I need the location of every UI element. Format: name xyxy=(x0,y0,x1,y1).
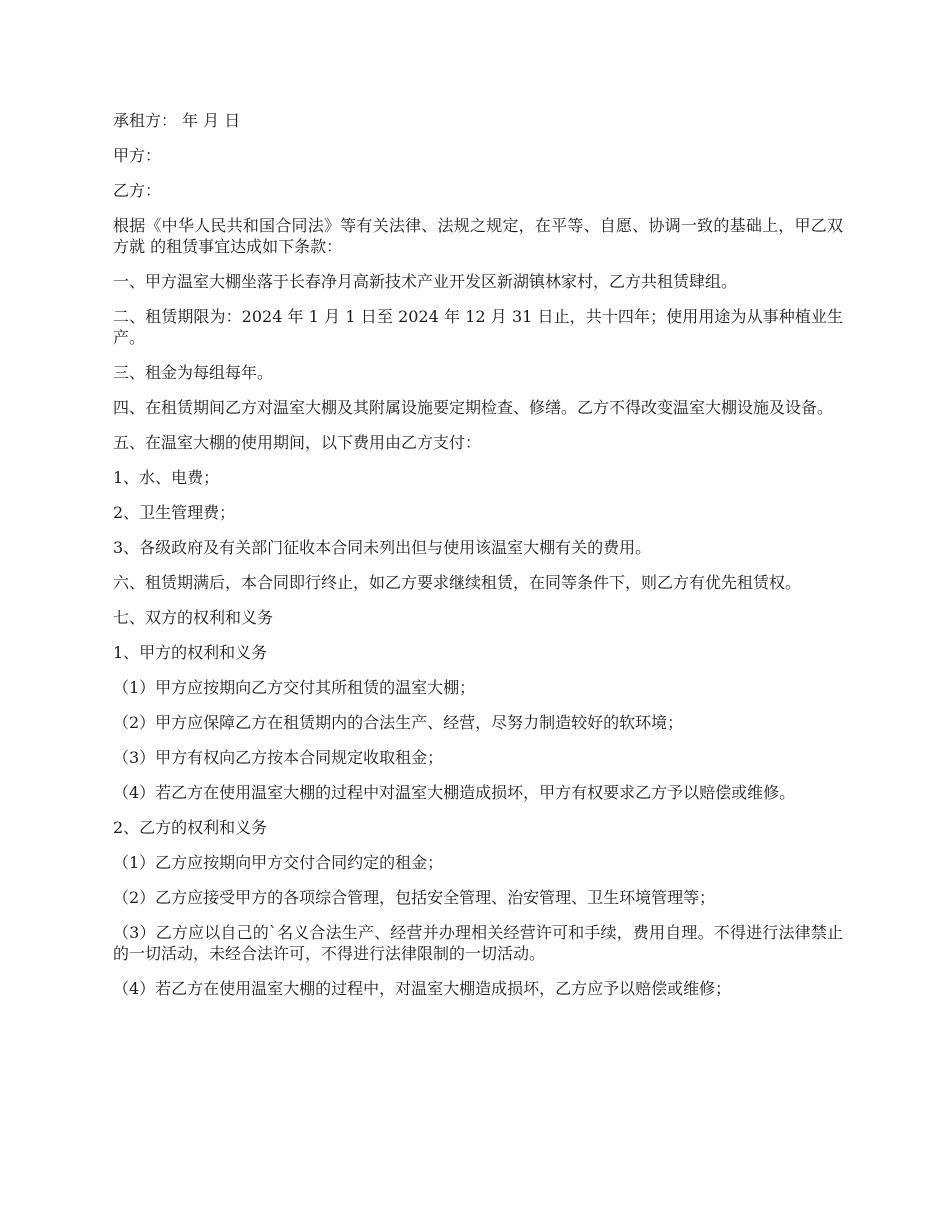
lessee-date-line: 承租方： 年 月 日 xyxy=(113,111,241,130)
party-a-right-4: （4）若乙方在使用温室大棚的过程中对温室大棚造成损坏，甲方有权要求乙方予以赔偿或维修。 xyxy=(113,783,796,802)
party-b-rights-heading: 2、乙方的权利和义务 xyxy=(113,818,268,837)
clause-5-item-3: 3、各级政府及有关部门征收本合同未列出但与使用该温室大棚有关的费用。 xyxy=(113,538,652,557)
preamble-paragraph: 根据《中华人民共和国合同法》等有关法律、法规之规定，在平等、自愿、协调一致的基础上，甲乙双方就 的租赁事宜达成如下条款： xyxy=(113,216,843,256)
party-a-line: 甲方： xyxy=(113,146,162,165)
party-b-right-1: （1）乙方应按期向甲方交付合同约定的租金； xyxy=(113,853,444,872)
clause-1: 一、甲方温室大棚坐落于长春净月高新技术产业开发区新湖镇林家村，乙方共租赁肆组。 xyxy=(113,272,738,291)
party-a-right-1: （1）甲方应按期向乙方交付其所租赁的温室大棚； xyxy=(113,678,476,697)
clause-2: 二、租赁期限为：2024 年 1 月 1 日至 2024 年 12 月 31 日止，共十四年；使用用途为从事种植业生产。 xyxy=(113,307,843,347)
party-a-rights-heading: 1、甲方的权利和义务 xyxy=(113,643,268,662)
clause-3: 三、租金为每组每年。 xyxy=(113,363,274,382)
party-a-right-2: （2）甲方应保障乙方在租赁期内的合法生产、经营，尽努力制造较好的软环境； xyxy=(113,713,684,732)
party-b-line: 乙方： xyxy=(113,181,162,200)
clause-5-item-2: 2、卫生管理费； xyxy=(113,503,236,522)
party-a-right-3: （3）甲方有权向乙方按本合同规定收取租金； xyxy=(113,748,444,767)
document-body xyxy=(113,110,843,1013)
clause-6: 六、租赁期满后，本合同即行终止，如乙方要求继续租赁，在同等条件下，则乙方有优先租赁权。 xyxy=(113,573,802,592)
party-b-right-4: （4）若乙方在使用温室大棚的过程中，对温室大棚造成损坏，乙方应予以赔偿或维修； xyxy=(113,979,732,998)
clause-5: 五、在温室大棚的使用期间，以下费用由乙方支付： xyxy=(113,433,482,452)
party-b-right-3: （3）乙方应以自己的`名义合法生产、经营并办理相关经营许可和手续，费用自理。不得进行法律禁止的一切活动，未经合法许可，不得进行法律限制的一切活动。 xyxy=(113,923,843,963)
clause-5-item-1: 1、水、电费； xyxy=(113,468,220,487)
party-b-right-2: （2）乙方应接受甲方的各项综合管理，包括安全管理、治安管理、卫生环境管理等； xyxy=(113,888,716,907)
clause-7-heading: 七、双方的权利和义务 xyxy=(113,608,274,627)
clause-4: 四、在租赁期间乙方对温室大棚及其附属设施要定期检查、修缮。乙方不得改变温室大棚设施及设备。 xyxy=(113,398,834,417)
